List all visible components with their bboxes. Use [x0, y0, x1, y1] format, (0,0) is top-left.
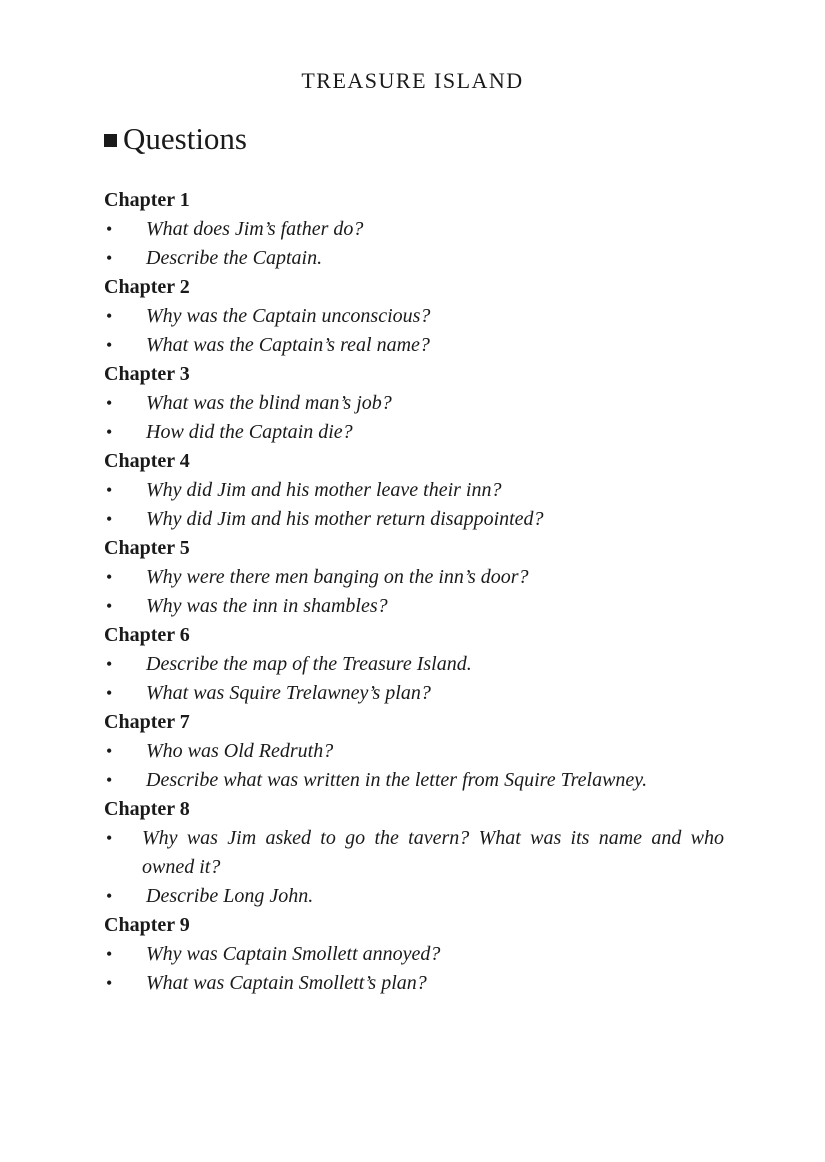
question-text: What was the blind man’s job?	[146, 392, 392, 414]
question-item	[104, 766, 724, 795]
question-text: Who was Old Redruth?	[146, 740, 334, 762]
question-list	[104, 302, 724, 360]
square-bullet-icon	[104, 134, 117, 147]
chapter-title: Chapter 9	[104, 914, 190, 936]
question-text: Why were there men banging on the inn’s door?	[146, 566, 529, 588]
chapter-title: Chapter 8	[104, 798, 190, 820]
question-text: Why did Jim and his mother leave their inn?	[146, 479, 502, 501]
bullet-icon: •	[106, 683, 113, 703]
question-item	[104, 302, 724, 331]
bullet-icon: •	[106, 770, 113, 790]
question-item	[104, 882, 724, 911]
question-list	[104, 940, 724, 998]
question-list	[104, 650, 724, 708]
chapter-title: Chapter 2	[104, 276, 190, 298]
question-list	[104, 824, 724, 911]
bullet-icon: •	[106, 944, 113, 964]
question-text: What does Jim’s father do?	[146, 218, 364, 240]
bullet-icon: •	[106, 973, 113, 993]
question-item	[104, 244, 724, 273]
question-item	[104, 940, 724, 969]
question-list	[104, 476, 724, 534]
question-item	[104, 418, 724, 447]
question-text: Why was Jim asked to go the tavern? What was its name and who owned it?	[142, 827, 724, 878]
running-title: TREASURE ISLAND	[301, 68, 524, 93]
bullet-icon: •	[106, 886, 113, 906]
bullet-icon: •	[106, 393, 113, 413]
chapter-title: Chapter 3	[104, 363, 190, 385]
question-text: Why was the inn in shambles?	[146, 595, 388, 617]
question-item	[104, 969, 724, 998]
question-text: Why was Captain Smollett annoyed?	[146, 943, 441, 965]
question-item	[104, 215, 724, 244]
chapter-block	[104, 447, 724, 534]
chapter-title: Chapter 7	[104, 711, 190, 733]
bullet-icon: •	[106, 306, 113, 326]
bullet-icon: •	[106, 480, 113, 500]
section-heading-text: Questions	[123, 121, 247, 156]
chapter-block	[104, 273, 724, 360]
chapter-block	[104, 795, 724, 911]
question-item	[104, 331, 724, 360]
question-item	[104, 824, 724, 882]
section-heading	[104, 120, 247, 158]
question-list	[104, 563, 724, 621]
chapter-block	[104, 534, 724, 621]
question-text: What was Captain Smollett’s plan?	[146, 972, 427, 994]
bullet-icon: •	[106, 422, 113, 442]
chapter-block	[104, 360, 724, 447]
chapter-title: Chapter 1	[104, 189, 190, 211]
bullet-icon: •	[106, 335, 113, 355]
question-list	[104, 737, 724, 795]
question-text: What was Squire Trelawney’s plan?	[146, 682, 431, 704]
bullet-icon: •	[106, 219, 113, 239]
question-list	[104, 215, 724, 273]
bullet-icon: •	[106, 248, 113, 268]
chapter-block	[104, 186, 724, 273]
question-text: Describe the Captain.	[146, 247, 323, 269]
bullet-icon: •	[106, 654, 113, 674]
question-text: Describe the map of the Treasure Island.	[146, 653, 472, 675]
bullet-icon: •	[106, 596, 113, 616]
question-item	[104, 476, 724, 505]
question-list	[104, 389, 724, 447]
bullet-icon: •	[106, 741, 113, 761]
question-item	[104, 563, 724, 592]
bullet-icon: •	[106, 509, 113, 529]
question-text: Describe Long John.	[146, 885, 314, 907]
question-item	[104, 592, 724, 621]
question-item	[104, 389, 724, 418]
question-text: Why did Jim and his mother return disappointed?	[146, 508, 544, 530]
chapter-block	[104, 708, 724, 795]
bullet-icon: •	[106, 828, 113, 848]
question-text: Why was the Captain unconscious?	[146, 305, 431, 327]
question-text: Describe what was written in the letter from Squire Trelawney.	[146, 769, 648, 791]
chapter-title: Chapter 5	[104, 537, 190, 559]
chapter-block	[104, 621, 724, 708]
question-item	[104, 679, 724, 708]
chapter-title: Chapter 4	[104, 450, 190, 472]
question-item	[104, 737, 724, 766]
question-item	[104, 650, 724, 679]
chapter-block	[104, 911, 724, 998]
questions-content	[104, 186, 724, 998]
question-text: How did the Captain die?	[146, 421, 353, 443]
question-text: What was the Captain’s real name?	[146, 334, 430, 356]
chapter-title: Chapter 6	[104, 624, 190, 646]
bullet-icon: •	[106, 567, 113, 587]
question-item	[104, 505, 724, 534]
